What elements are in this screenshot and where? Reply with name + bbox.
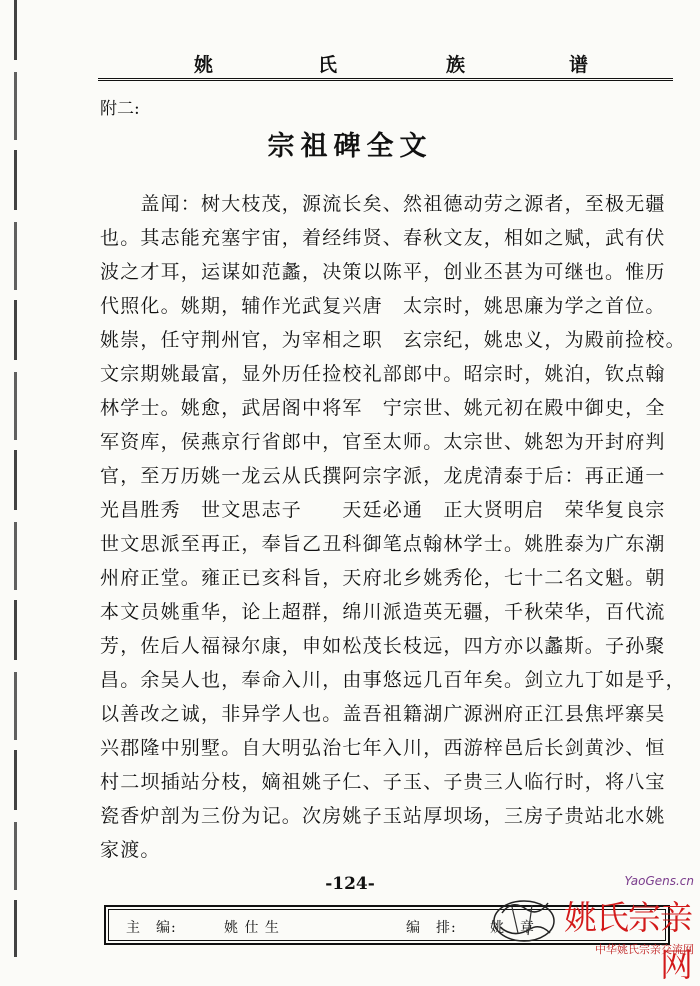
footer-editor-label: 主 编: bbox=[126, 920, 177, 936]
footer-layout-name: 姚 章 bbox=[490, 920, 535, 936]
text-line: 代照化。姚期，辅作光武复兴唐 太宗时，姚思廉为学之首位。 bbox=[100, 295, 666, 317]
text-line: 也。其志能充塞宇宙，着经纬贤、春秋文友，相如之赋，武有伏 bbox=[100, 227, 666, 249]
text-line: 瓷香炉剖为三份为记。次房姚子玉站厚坝场，三房子贵站北水姚 bbox=[100, 805, 666, 827]
header-char: 谱 bbox=[569, 54, 591, 76]
watermark-subtitle: 中华姚氏宗亲交流网 bbox=[595, 943, 694, 956]
text-line: 芳，佐后人福禄尔康，申如松茂长枝远，四方亦以蠡斯。子孙聚 bbox=[100, 635, 666, 657]
watermark-title: 姚氏宗亲网 bbox=[564, 898, 692, 984]
text-line: 姚崇，任守荆州官，为宰相之职 玄宗纪，姚忠义，为殿前捡校。 bbox=[100, 329, 686, 351]
header-char: 姚 bbox=[194, 54, 216, 76]
text-line: 本文员姚重华，论上超群，绵川派造英无疆，千秋荣华，百代流 bbox=[100, 601, 666, 623]
text-line: 文宗期姚最富，显外历任捡校礼部郎中。昭宗时，姚泊，钦点翰 bbox=[100, 363, 666, 385]
text-line: 光昌胜秀 世文思志子 天廷必通 正大贤明启 荣华复良宗 bbox=[100, 499, 666, 521]
text-line: 兴郡隆中别墅。自大明弘治七年入川，西游梓邑后长剑黄沙、恒 bbox=[100, 737, 666, 759]
text-line: 昌。余吴人也，奉命入川，由事悠远几百年矣。剑立九丁如是乎， bbox=[100, 669, 686, 691]
text-line: 村二坝插站分枝，嫡祖姚子仁、子玉、子贵三人临行时，将八宝 bbox=[100, 771, 666, 793]
text-line: 官，至万历姚一龙云从氏撰阿宗字派，龙虎清泰于后：再正通一 bbox=[100, 465, 666, 487]
page-header bbox=[98, 44, 673, 81]
text-line: 家渡。 bbox=[100, 839, 161, 861]
site-watermark bbox=[562, 868, 700, 984]
appendix-label: 附二: bbox=[100, 99, 140, 119]
text-line: 林学士。姚愈，武居阁中将军 宁宗世、姚元初在殿中御史，全 bbox=[100, 397, 666, 419]
watermark-url: YaoGens.cn bbox=[624, 874, 694, 888]
text-line: 波之才耳，运谋如范蠡，决策以陈平，创业丕甚为可继也。惟历 bbox=[100, 261, 666, 283]
body-text bbox=[100, 187, 686, 867]
footer-editor-name: 姚 仕 生 bbox=[224, 920, 280, 936]
text-line: 军资库，侯燕京行省郎中，官至太师。太宗世、姚恕为开封府判 bbox=[100, 431, 666, 453]
page-title: 宗祖碑全文 bbox=[267, 131, 433, 162]
text-line: 州府正堂。雍正已亥科旨，天府北乡姚秀伦，七十二名文魁。朝 bbox=[100, 567, 666, 589]
header-char: 氏 bbox=[318, 54, 340, 76]
text-line: 以善改之诚，非异学人也。盖吾祖籍湖广源洲府正江县焦坪寨吴 bbox=[100, 703, 666, 725]
footer-layout-label: 编 排: bbox=[406, 920, 457, 936]
text-line: 世文思派至再正，奉旨乙丑科御笔点翰林学士。姚胜泰为广东潮 bbox=[100, 533, 666, 555]
page-number: -124- bbox=[325, 874, 375, 894]
seal-stamp-icon bbox=[482, 893, 566, 945]
header-char: 族 bbox=[446, 54, 468, 76]
text-line: 盖闻：树大枝茂，源流长矣、然祖德动劳之源者，至极无疆 bbox=[100, 193, 666, 215]
